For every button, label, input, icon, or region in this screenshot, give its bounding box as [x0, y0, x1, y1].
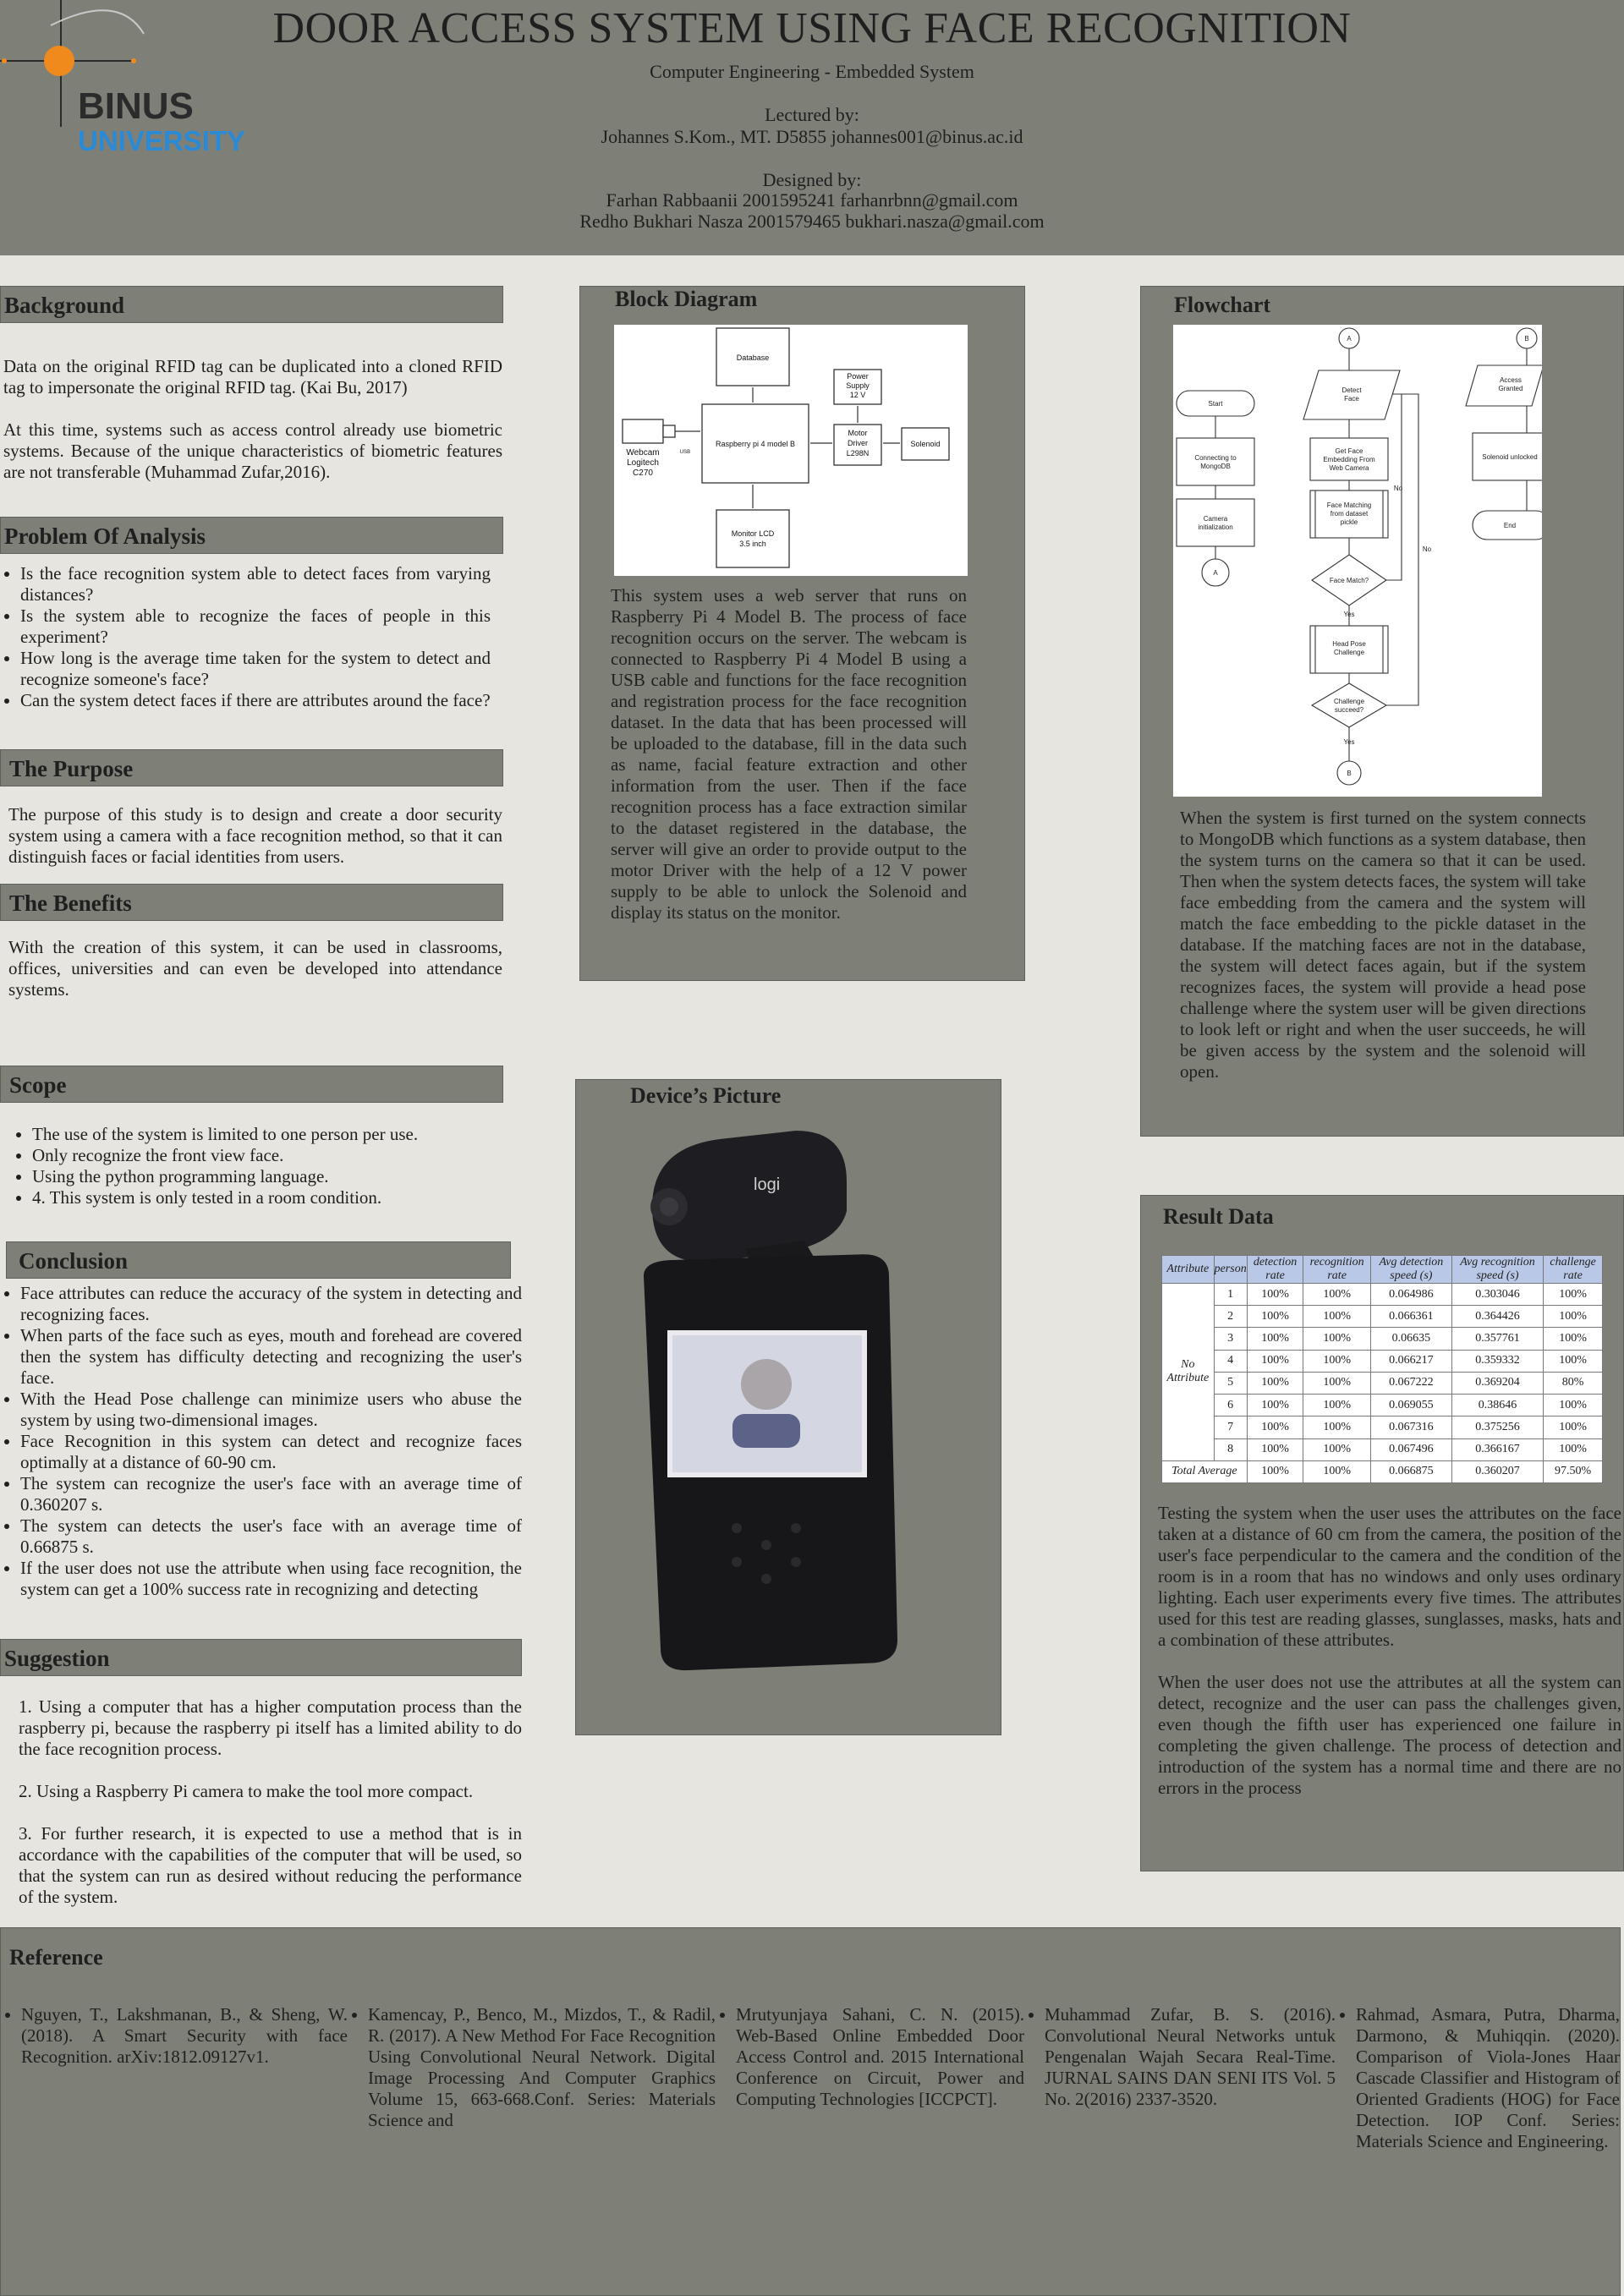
table-cell: 1 [1214, 1284, 1247, 1306]
table-cell: 100% [1544, 1328, 1603, 1350]
suggestion-paragraph-2: 2. Using a Raspberry Pi camera to make the tool more compact. [19, 1781, 474, 1801]
total-label-cell: Total Average [1162, 1460, 1248, 1482]
reference-panel [0, 1927, 1621, 2296]
table-cell: 100% [1247, 1417, 1303, 1438]
table-cell: 0.38646 [1451, 1395, 1543, 1417]
scope-heading: Scope [0, 1066, 503, 1103]
designed-label: Designed by: [762, 169, 862, 190]
suggestion-paragraph-1: 1. Using a computer that has a higher computation process than the raspberry pi, because the raspberry pi itself has a limited ability to do the face recognition process. [19, 1696, 522, 1759]
conclusion-list [0, 1283, 522, 1600]
camera-brand-text: logi [754, 1175, 781, 1194]
column-header: Avg detection speed (s) [1370, 1256, 1451, 1284]
reference-text: • Nguyen, T., Lakshmanan, B., & Sheng, W. (2018). A Smart Security with face Recognition. arXiv:1812.09127v1. [21, 2004, 348, 2068]
granted-label-1: Access [1500, 376, 1522, 384]
device-panel [575, 1079, 1001, 1735]
table-cell: 100% [1544, 1350, 1603, 1372]
challenge-decision [1312, 683, 1386, 727]
suggestion-paragraph-3: 3. For further research, it is expected to use a method that is in accordance with the capabilities of the computer that will be used, so that the system can run as desired without reducing the performance of the system. [19, 1823, 522, 1907]
table-row [1162, 1328, 1603, 1350]
table-row [1162, 1350, 1603, 1372]
group-label-cell: No Attribute [1162, 1284, 1215, 1461]
conclusion-list-container [0, 1283, 522, 1600]
table-cell: 100% [1303, 1417, 1370, 1438]
motor-label-3: L298N [846, 449, 870, 458]
table-cell: 4 [1214, 1350, 1247, 1372]
problem-list-container [0, 563, 491, 711]
monitor-label-2: 3.5 inch [739, 540, 766, 548]
table-cell: 3 [1214, 1328, 1247, 1350]
reference-text: • Muhammad Zufar, B. S. (2016). Convolutional Neural Networks untuk Pengenalan Wajah Secara Real-Time. JURNAL SAINS DAN SENI ITS Vol. 5 No. 2(2016) 2337-3520. [1045, 2004, 1336, 2110]
table-cell: 100% [1303, 1350, 1370, 1372]
list-item: • Face attributes can reduce the accuracy of the system in detecting and recognizing faces. [20, 1283, 522, 1325]
webcam-label-1: Webcam [626, 448, 660, 458]
table-row [1162, 1284, 1603, 1306]
column-header: Avg recognition speed (s) [1451, 1256, 1543, 1284]
scope-list [12, 1124, 502, 1208]
table-cell: 100% [1303, 1438, 1370, 1460]
table-cell: 100% [1247, 1395, 1303, 1417]
table-total-row [1162, 1460, 1603, 1482]
webcam-label-3: C270 [633, 469, 653, 478]
table-cell: 80% [1544, 1372, 1603, 1394]
camera-label-2: initialization [1198, 523, 1233, 531]
table-cell: 0.375256 [1451, 1417, 1543, 1438]
reference-item [716, 2004, 1024, 2110]
table-cell: 100% [1247, 1460, 1303, 1482]
flowchart-panel [1140, 286, 1624, 1137]
benefits-heading: The Benefits [0, 884, 503, 921]
column-header: recognition rate [1303, 1256, 1370, 1284]
background-paragraph-1: Data on the original RFID tag can be duplicated into a cloned RFID tag to impersonate the original RFID tag. (Kai Bu, 2017) [3, 356, 502, 397]
table-cell: 0.066875 [1370, 1460, 1451, 1482]
background-paragraph-2: At this time, systems such as access control already use biometric systems. Because of the unique characteristics of biometric features are not transferable (Muhammad Zufar,2016). [3, 419, 502, 482]
table-cell: 100% [1303, 1306, 1370, 1328]
connector-b-bottom-label: B [1347, 770, 1352, 777]
detect-label-2: Face [1344, 395, 1359, 403]
table-cell: 0.067222 [1370, 1372, 1451, 1394]
suggestion-heading: Suggestion [0, 1639, 522, 1676]
problem-list [0, 563, 491, 711]
list-item: • With the Head Pose challenge can minimize users who abuse the system by using two-dimensional images. [20, 1389, 522, 1431]
table-row [1162, 1395, 1603, 1417]
connect-label-1: Connecting to [1194, 454, 1237, 462]
challenge-label-2: succeed? [1334, 706, 1364, 714]
table-cell: 0.369204 [1451, 1372, 1543, 1394]
table-cell: 0.303046 [1451, 1284, 1543, 1306]
flowchart-diagram [1173, 325, 1542, 797]
list-item: • The system can detects the user's face with an average time of 0.66875 s. [20, 1515, 522, 1558]
table-cell: 0.360207 [1451, 1460, 1543, 1482]
poster-header [0, 0, 1624, 255]
table-cell: 0.364426 [1451, 1306, 1543, 1328]
table-cell: 100% [1247, 1328, 1303, 1350]
list-item: • Using the python programming language. [32, 1166, 502, 1187]
table-cell: 2 [1214, 1306, 1247, 1328]
challenge-label-1: Challenge [1333, 698, 1365, 705]
table-cell: 100% [1247, 1350, 1303, 1372]
reference-text: • Rahmad, Asmara, Putra, Dharma, Darmono, & Muhiqqin. (2020). Comparison of Viola-Jones Haar Cascade Classifier and Histogram of Oriented Gradients (HOG) for Face Detection. IOP Conf. Series: Materials Science and Engineering. [1356, 2004, 1620, 2152]
table-cell: 100% [1544, 1438, 1603, 1460]
monitor-label-1: Monitor LCD [731, 529, 775, 538]
result-paragraph-1: Testing the system when the user uses the attributes on the face taken at a distance of 60 cm from the camera, the position of the user's face perpendicular to the camera and the condition of the room is in a room that has no windows and only uses ordinary lighting. Each user experiments every five times. The attributes used for this test are reading glasses, sunglasses, masks, hats and a combination of these attributes. [1158, 1503, 1621, 1650]
detect-label-1: Detect [1341, 386, 1362, 394]
device-photo [644, 1131, 931, 1672]
table-cell: 0.067316 [1370, 1417, 1451, 1438]
column-header: Attribute [1162, 1256, 1215, 1284]
webcam-block [623, 419, 663, 443]
designer-line-2: Redho Bukhari Nasza 2001579465 bukhari.nasza@gmail.com [579, 211, 1045, 232]
list-item: • Face Recognition in this system can detect and recognize faces optimally at a distance of 60-90 cm. [20, 1431, 522, 1473]
connector-a-bottom-label: A [1213, 569, 1218, 577]
connector-b-label: B [1524, 335, 1529, 342]
power-label-3: 12 V [849, 391, 866, 399]
list-item: • Can the system detect faces if there are attributes around the face? [20, 690, 491, 711]
power-label-2: Supply [846, 381, 870, 390]
connect-label-2: MongoDB [1200, 463, 1231, 470]
column-header: challenge rate [1544, 1256, 1603, 1284]
head-pose-label-2: Challenge [1333, 649, 1365, 656]
face-match-label: Face Match? [1329, 577, 1369, 584]
start-label: Start [1208, 400, 1223, 408]
table-cell: 100% [1303, 1328, 1370, 1350]
embed-label-3: Web Camera [1329, 464, 1369, 472]
reference-text: • Kamencay, P., Benco, M., Mizdos, T., & Radil, R. (2017). A New Method For Face Recognition Using Convolutional Neural Network. Digital Image Processing And Computer Graphics Volume 15, 663-668.Conf. Series: Materials Science and [368, 2004, 716, 2131]
table-cell: 0.069055 [1370, 1395, 1451, 1417]
list-item: • Is the face recognition system able to detect faces from varying distances? [20, 563, 491, 606]
table-cell: 8 [1214, 1438, 1247, 1460]
camera-init-node [1177, 499, 1254, 546]
purpose-text: The purpose of this study is to design and create a door security system using a camera with a face recognition method, so that it can distinguish faces or facial identities from users. [8, 804, 502, 867]
lecturer-line: Johannes S.Kom., MT. D5855 johannes001@binus.ac.id [601, 126, 1023, 147]
yes-label-2: Yes [1343, 738, 1355, 746]
table-cell: 100% [1303, 1460, 1370, 1482]
benefits-text: With the creation of this system, it can be used in classrooms, offices, universities and can even be developed into attendance systems. [8, 937, 502, 1000]
webcam-lens-block [663, 425, 675, 437]
poster-subtitle: Computer Engineering - Embedded System [650, 61, 974, 82]
flowchart-text: When the system is first turned on the system connects to MongoDB which functions as a system database, then the system turns on the camera so that it can be used. Then when the system detects faces, the system will take face embedding from the camera and the system will match the face embedding to the pickle dataset in the database. If the matching faces are not in the database, the system will detect faces again, but if the system recognizes faces, the system will provide a head pose challenge where the system user will be given directions to look left or right and when the user succeeds, he will be given access by the system and the solenoid will open. [1180, 808, 1586, 1082]
background-heading: Background [0, 286, 503, 323]
webcam-label-2: Logitech [627, 458, 659, 468]
connector-a-label: A [1347, 335, 1352, 342]
yes-label-1: Yes [1343, 611, 1355, 618]
end-label: End [1503, 522, 1517, 529]
block-diagram [614, 325, 968, 576]
list-item: • If the user does not use the attribute when using face recognition, the system can get a 100% success rate in recognizing and detecting [20, 1558, 522, 1600]
logo-binus-text: BINUS [78, 85, 194, 127]
table-cell: 100% [1303, 1372, 1370, 1394]
table-row [1162, 1417, 1603, 1438]
connect-node [1177, 438, 1254, 485]
reference-text: • Mrutyunjaya Sahani, C. N. (2015). Web-Based Online Embedded Door Access Control and. 2015 International Conference on Circuit, Power and Computing Technologies [ICCPCT]. [736, 2004, 1024, 2110]
table-cell: 0.066217 [1370, 1350, 1451, 1372]
rpi-label: Raspberry pi 4 model B [715, 440, 796, 448]
solenoid-label: Solenoid [910, 440, 941, 448]
table-cell: 100% [1544, 1284, 1603, 1306]
embed-label-2: Embedding From [1323, 456, 1375, 463]
block-diagram-text: This system uses a web server that runs on Raspberry Pi 4 Model B. The process of face recognition occurs on the server. The webcam is connected to Raspberry Pi 4 Model B using a USB cable and functions for the face recognition and registration process for the face recognition dataset. In the data that has been processed will be uploaded to the database, fill in the data such as name, facial feature extraction and other information from the user. Then if the face recognition process has a face extraction similar to the dataset registered in the database, the server will give an order to provide output to the motor Driver with the help of a 12 V power supply to be able to unlock the Solenoid and display its status on the monitor. [611, 585, 967, 923]
table-cell: 100% [1247, 1306, 1303, 1328]
result-table [1161, 1255, 1603, 1483]
purpose-heading: The Purpose [0, 749, 503, 786]
poster-title: DOOR ACCESS SYSTEM USING FACE RECOGNITION [272, 4, 1352, 52]
match-label-3: pickle [1340, 518, 1358, 526]
result-paragraph-2: When the user does not use the attributes at all the system can detect, recognize and the user can pass the challenges given, even though the fifth user has experienced one failure in completing the given challenge. The process of detection and introduction of the system has a normal time and there are no errors in the process [1158, 1672, 1621, 1798]
table-cell: 5 [1214, 1372, 1247, 1394]
table-cell: 6 [1214, 1395, 1247, 1417]
table-cell: 97.50% [1544, 1460, 1603, 1482]
table-cell: 0.366167 [1451, 1438, 1543, 1460]
no-label-2: No [1422, 545, 1432, 553]
table-cell: 0.359332 [1451, 1350, 1543, 1372]
list-item: • The use of the system is limited to one person per use. [32, 1124, 502, 1145]
result-text [1158, 1503, 1621, 1820]
column-header: person [1214, 1256, 1247, 1284]
table-row [1162, 1438, 1603, 1460]
no-label-1: No [1393, 485, 1403, 492]
list-item: • When parts of the face such as eyes, mouth and forehead are covered then the system has difficulty detecting and recognizing the user's face. [20, 1325, 522, 1389]
table-header-row [1162, 1256, 1603, 1284]
block-diagram-heading: Block Diagram [615, 287, 758, 311]
result-panel [1140, 1195, 1624, 1871]
column-header: detection rate [1247, 1256, 1303, 1284]
motor-label-1: Motor [848, 429, 868, 437]
database-label: Database [736, 353, 770, 362]
monitor-block [716, 510, 789, 567]
table-cell: 100% [1544, 1417, 1603, 1438]
table-cell: 0.064986 [1370, 1284, 1451, 1306]
list-item: • The system can recognize the user's face with an average time of 0.360207 s. [20, 1473, 522, 1515]
usb-label: USB [679, 450, 691, 455]
table-cell: 0.06635 [1370, 1328, 1451, 1350]
background-text [3, 356, 502, 504]
match-label-2: from dataset [1330, 510, 1369, 518]
table-cell: 0.066361 [1370, 1306, 1451, 1328]
reference-item [348, 2004, 716, 2131]
table-row [1162, 1306, 1603, 1328]
table-cell: 100% [1247, 1284, 1303, 1306]
table-cell: 100% [1247, 1438, 1303, 1460]
list-item: • 4. This system is only tested in a room condition. [32, 1187, 502, 1208]
table-cell: 100% [1303, 1284, 1370, 1306]
embed-label-1: Get Face [1335, 447, 1363, 455]
reference-item [1, 2004, 348, 2068]
result-heading: Result Data [1163, 1204, 1274, 1229]
table-cell: 0.067496 [1370, 1438, 1451, 1460]
list-item: • How long is the average time taken for the system to detect and recognize someone's face? [20, 648, 491, 690]
table-cell: 100% [1303, 1395, 1370, 1417]
reference-item [1024, 2004, 1336, 2110]
table-cell: 100% [1544, 1395, 1603, 1417]
reference-heading: Reference [9, 1945, 103, 1970]
reference-item [1336, 2004, 1620, 2152]
granted-label-2: Granted [1498, 385, 1523, 392]
flowchart-heading: Flowchart [1174, 293, 1271, 317]
suggestion-text [19, 1696, 522, 1929]
unlocked-label: Solenoid unlocked [1482, 453, 1538, 461]
match-label-1: Face Matching [1326, 501, 1372, 509]
table-cell: 0.357761 [1451, 1328, 1543, 1350]
head-pose-label-1: Head Pose [1332, 640, 1366, 648]
result-table-container [1161, 1255, 1603, 1483]
camera-label-1: Camera [1203, 515, 1228, 523]
conclusion-heading: Conclusion [6, 1241, 511, 1279]
table-cell: 100% [1544, 1306, 1603, 1328]
scope-list-container [12, 1124, 502, 1208]
table-row [1162, 1372, 1603, 1394]
table-cell: 100% [1247, 1372, 1303, 1394]
device-heading: Device’s Picture [630, 1083, 782, 1108]
motor-label-2: Driver [848, 439, 868, 447]
block-diagram-panel [579, 286, 1025, 981]
list-item: • Is the system able to recognize the faces of people in this experiment? [20, 606, 491, 648]
power-label-1: Power [847, 372, 869, 381]
table-cell: 7 [1214, 1417, 1247, 1438]
lectured-label: Lectured by: [765, 104, 859, 125]
logo-university-text: UNIVERSITY [78, 125, 246, 156]
designer-line-1: Farhan Rabbaanii 2001595241 farhanrbnn@gmail.com [606, 189, 1018, 211]
list-item: • Only recognize the front view face. [32, 1145, 502, 1166]
problem-heading: Problem Of Analysis [0, 517, 503, 554]
